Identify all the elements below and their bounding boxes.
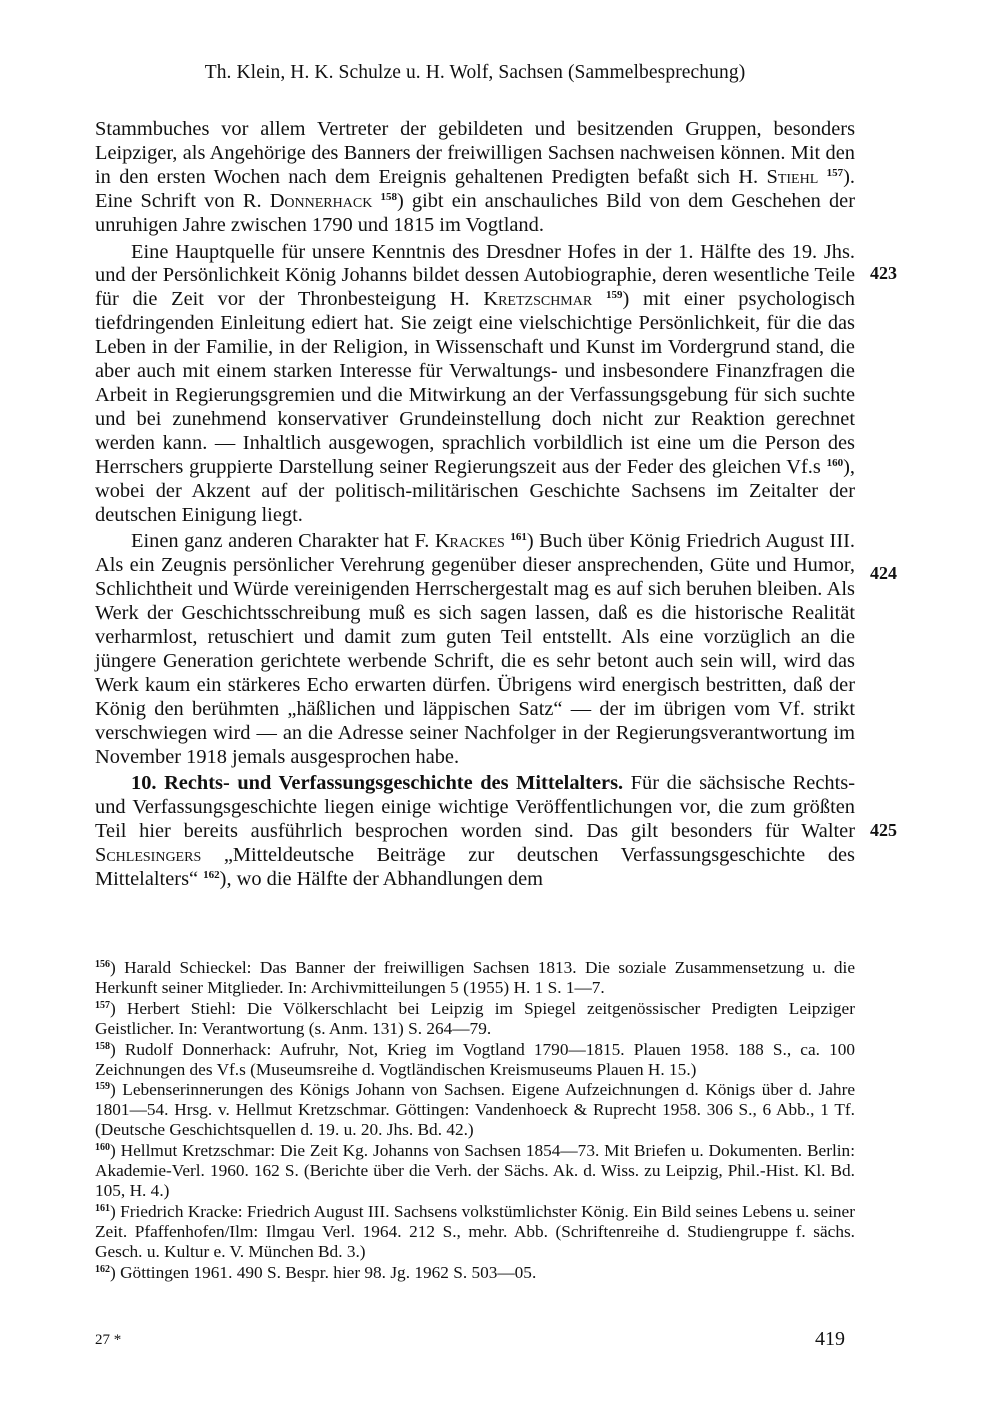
margin-number: 423 (870, 263, 897, 283)
footnote-ref[interactable]: 161 (510, 531, 527, 544)
text-run: Einen ganz anderen Charakter hat F. (131, 530, 435, 553)
text-run: ) Buch über König Friedrich August III. Als ein Zeugnis persönlicher Verehrung gegenüber dieser ansprechenden, Güte und Humor, Schlichtheit und Würde vereinigenden Herrschergestalt mag es auf sich beruhen bleiben. Als Werk der Geschichtsschreibung muß es sich sagen lassen, daß es die historische Realität verharmlost, retuschiert und damit zum guten Teil entstellt. Als eine vorzüglich an die jüngere Generation gerichtete werbende Schrift, die es sehr betont auch sein will, wird das Werk kaum ein stärkeres Echo erwarten dürfen. Übrigens wird energisch bestritten, daß der König den berühmten „häßlichen und läppischen Satz“ — der im übrigen vom Vf. strikt verschwiegen wird — an die Adresse seiner Nachfolger in der Regierungsverantwortung im November 1918 jemals ausgesprochen habe. (95, 530, 855, 768)
paragraph-3 (95, 530, 855, 769)
footnote-text: ) Rudolf Donnerhack: Aufruhr, Not, Krieg im Vogtland 1790—1815. Plauen 1958. 188 S., ca. 100 Zeichnungen des Vf.s (Museumsreihe d. Vogtländischen Kreismuseums Plauen H. 15.) (95, 1039, 855, 1079)
running-header: Th. Klein, H. K. Schulze u. H. Wolf, Sachsen (Sammelbesprechung) (204, 62, 746, 83)
footnote-number: 160 (95, 1142, 110, 1154)
footnote-ref[interactable]: 159 (605, 289, 623, 302)
main-text (95, 118, 855, 895)
text-run: ). Eine Schrift von R. (95, 165, 856, 212)
footnote-text: ) Göttingen 1961. 490 S. Bespr. hier 98. Jg. 1962 S. 503—05. (110, 1262, 537, 1282)
footnotes (95, 958, 855, 1284)
text-run: ), wobei der Akzent auf der politisch-militärischen Geschichte Sachsens im Zeitalter der deutschen Einigung liegt. (95, 455, 855, 526)
footnote-text: ) Lebenserinnerungen des Königs Johann von Sachsen. Eigene Aufzeichnungen d. Königs über d. Jahre 1801—54. Hrsg. v. Hellmut Kretzschmar. Göttingen: Vandenhoeck & Ruprecht 1958. 306 S., 6 Abb., 1 Tf. (Deutsche Geschichtsquellen d. 19. u. 20. Jhs. Bd. 42.) (95, 1080, 855, 1140)
text-run: Für die sächsische Rechts- und Verfassungsgeschichte liegen einige wichtige Veröffentlichungen vor, die zum größten Teil hier bereits ausführlich besprochen worden sind. Das gilt besonders für Walter (95, 772, 855, 843)
footnote (95, 1040, 855, 1080)
footnote-number: 159 (95, 1081, 110, 1093)
footnote-number: 161 (95, 1202, 110, 1214)
footnote-number: 157 (95, 999, 110, 1011)
footnote (95, 999, 855, 1039)
author-name: Krackes (434, 530, 505, 553)
text-run: ), wo die Hälfte der Abhandlungen dem (219, 868, 543, 891)
footnote-number: 156 (95, 959, 110, 970)
footnote-ref[interactable]: 157 (826, 166, 844, 179)
text-run: Stammbuches vor allem Vertreter der gebildeten und besitzenden Gruppen, besonders Leipziger, als Angehörige des Banners der freiwilligen Sachsen nachweisen können. Mit den in den ersten Wochen nach dem Ereignis gehaltenen Predigten befaßt sich H. (95, 118, 855, 188)
text-run: ) mit einer psychologisch tiefdringenden Einleitung ediert hat. Sie zeigt eine vielschichtige Persönlichkeit, für die das Leben in der Familie, in der Religion, in Wissenschaft und Kunst im Vordergrund stand, die aber auch mit einem starken Interesse für Verwaltungs- und insbesondere Finanzfragen die Arbeit in Regierungsgremien und die Mitwirkung an der Verfassungsgebung für sich suchte und bei zunehmend konservativer Grundeinstellung doch nicht zur Reaktion gerechnet werden kann. — Inhaltlich ausgewogen, sprachlich vorbildlich ist eine um die Person des Herrschers gruppierte Darstellung seiner Regierungszeit aus der Feder des gleichen Vf.s (95, 288, 855, 478)
paragraph-2 (95, 241, 855, 528)
page-number: 419 (815, 1328, 845, 1350)
footnote (95, 1263, 855, 1283)
footnote (95, 1141, 855, 1201)
section-heading: 10. Rechts- und Verfassungsgeschichte des Mittelalters. (131, 772, 624, 795)
footnote-ref[interactable]: 162 (203, 869, 220, 882)
author-name: Kretzschmar (483, 288, 593, 311)
footnote (95, 958, 855, 998)
footnote-text: ) Hellmut Kretzschmar: Die Zeit Kg. Johanns von Sachsen 1854—73. Mit Briefen u. Dokumenten. Berlin: Akademie-Verl. 1960. 162 S. (Berichte über die Verh. der Sächs. Ak. d. Wiss. zu Leipzig, Phil.-Hist. Kl. Bd. 105, H. 4.) (95, 1141, 855, 1200)
author-name: Donnerhack (269, 189, 373, 212)
footnote-ref[interactable]: 158 (380, 190, 397, 203)
author-name: Stiehl (766, 165, 819, 188)
margin-number: 425 (870, 820, 897, 840)
text-run: ) gibt ein anschauliches Bild von dem Geschehen der unruhigen Jahre zwischen 1790 und 1815 im Vogtland. (95, 189, 855, 236)
paragraph-1 (95, 118, 855, 238)
footnote-text: ) Herbert Stiehl: Die Völkerschlacht bei Leipzig im Spiegel zeitgenössischer Predigten Leipziger Geistlicher. In: Verantwortung (s. Anm. 131) S. 264—79. (95, 998, 855, 1038)
signature-mark: 27 * (95, 1332, 122, 1348)
footnote-ref[interactable]: 160 (826, 456, 844, 469)
footnote-text: ) Harald Schieckel: Das Banner der freiwilligen Sachsen 1813. Die soziale Zusammensetzung u. die Herkunft seiner Mitglieder. In: Archivmitteilungen 5 (1955) H. 1 S. 1—7. (95, 958, 855, 997)
text-run: Eine Hauptquelle für unsere Kenntnis des Dresdner Hofes in der 1. Hälfte des 19. Jhs. und der Persönlichkeit König Johanns bildet dessen Autobiographie, deren wesentliche Teile für die Zeit vor der Thronbesteigung H. (95, 240, 855, 311)
paragraph-4 (95, 772, 855, 892)
footnote-number: 158 (95, 1040, 110, 1052)
footnote (95, 1202, 855, 1262)
footnote (95, 1080, 855, 1140)
author-name: Schlesingers (95, 844, 202, 867)
margin-number: 424 (870, 563, 897, 583)
footnote-number: 162 (95, 1263, 110, 1275)
text-run: „Mitteldeutsche Beiträge zur deutschen Verfassungsgeschichte des Mittelalters“ (95, 844, 855, 891)
footnote-text: ) Friedrich Kracke: Friedrich August III. Sachsens volkstümlichster König. Ein Bild seines Lebens u. seiner Zeit. Pfaffenhofen/Ilm: Ilmgau Verl. 1964. 212 S., mehr. Abb. (Schriftenreihe d. Studiengruppe f. sächs. Gesch. u. Kultur e. V. München Bd. 3.) (95, 1201, 855, 1261)
